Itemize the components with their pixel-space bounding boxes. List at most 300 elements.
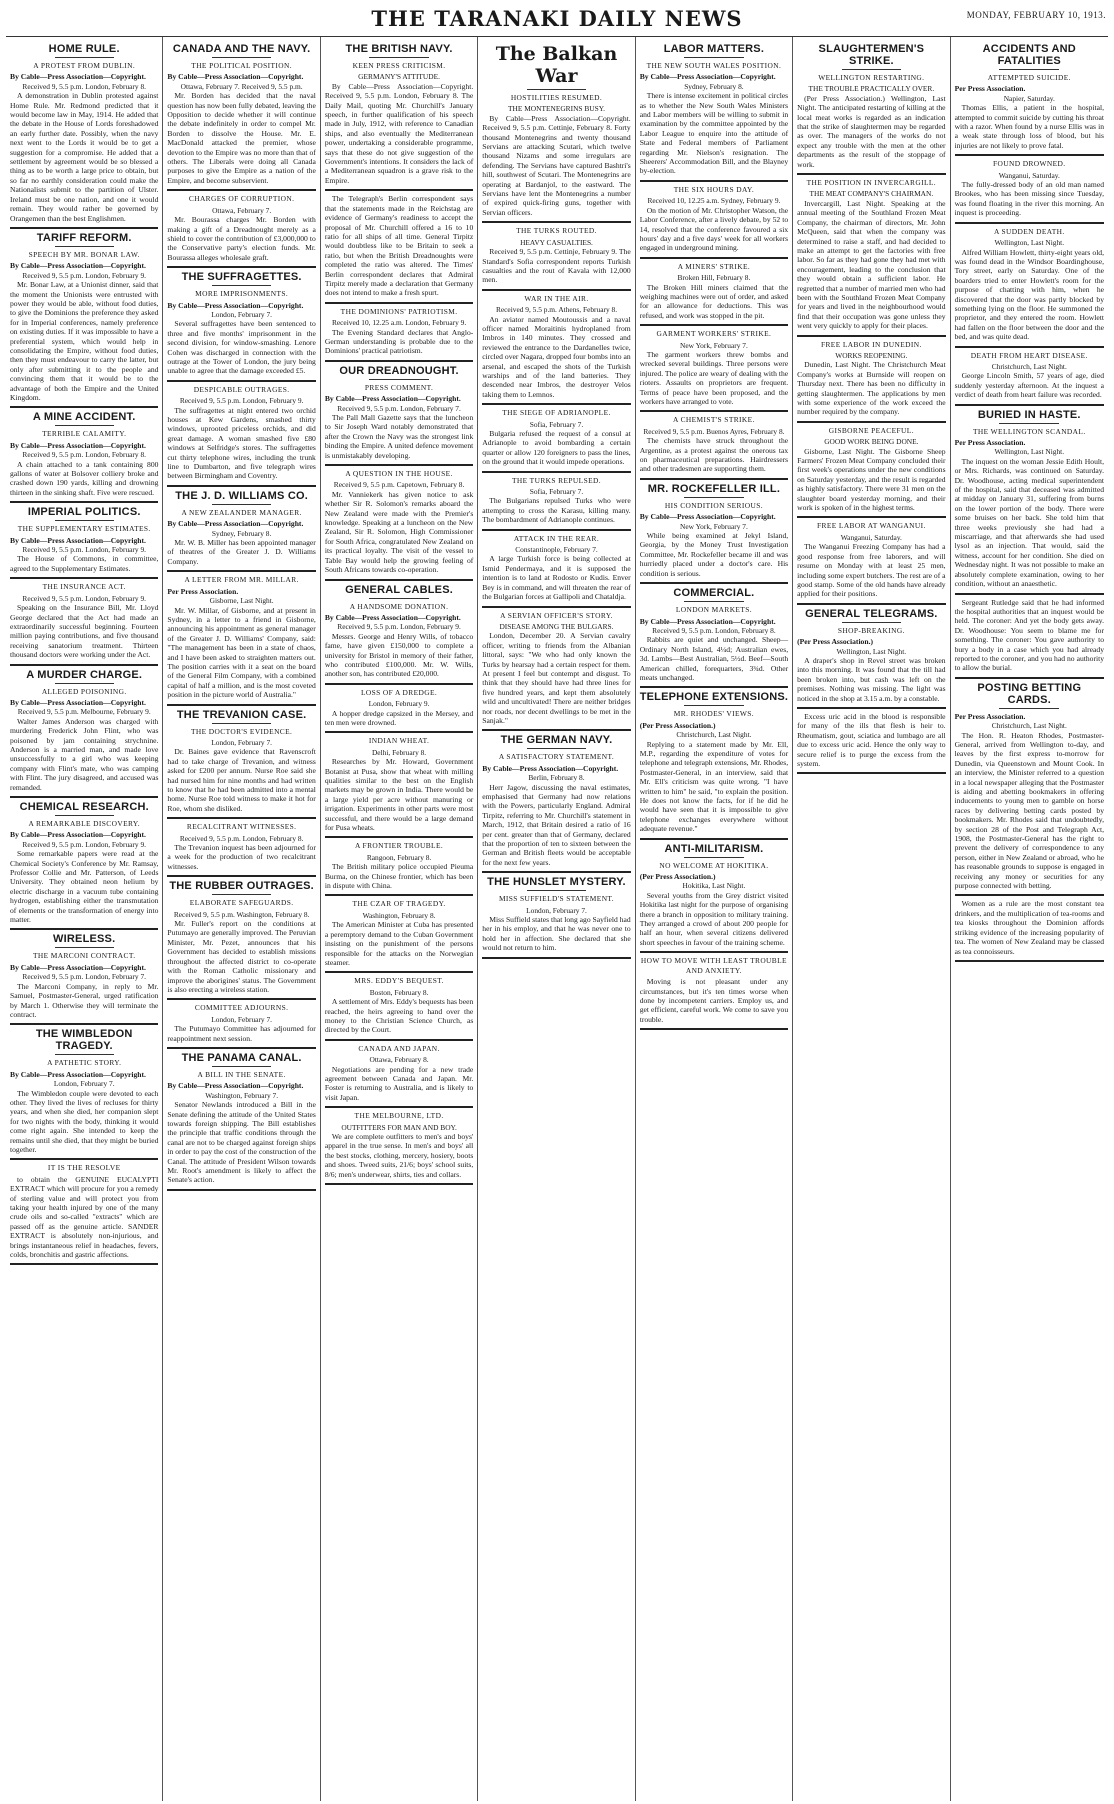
article-dateline: London, February 7. [211,309,273,319]
article [325,841,473,890]
article [482,43,630,217]
article-subheading: THE NEW SOUTH WALES POSITION. [646,61,782,70]
article [482,534,630,602]
article-body: Dunedin, Last Night. The Christchurch Meat Company's works at Burnside will reopen on Thursday next. There has been no difficulty in getting slaughtermen. The applications by men with some experience of the work exceed the number required by the company. [797,360,946,417]
article-credit: Per Press Association. [954,711,1026,721]
article-body: Received 9, 5.5 p.m. Cettinje, February 9. The Standard's Sofia correspondent reports Turkish casualties and the rout of Kavala with 12,000 men. [482,247,631,285]
article-dateline: Received 9, 5.5 p.m. London, February 8. [22,81,146,91]
article-credit: By Cable—Press Association—Copyright. [482,763,619,773]
article-subheading: A NEW ZEALANDER MANAGER. [181,507,302,517]
article-dateline: London, February 7. [526,905,587,915]
article-body: A large Turkish force is being collected at Ismid Pendermaya, and it is supposed the intention is to land at Rodosto or Kudis. Enver Bey is in command, and will threaten the rear of the Bulgarian forces at Gallipoli and Chataldja. [482,554,631,602]
article-dateline: Rangoon, February 8. [366,852,432,862]
article-subheading: THE DOMINIONS' PATRIOTISM. [340,306,458,316]
article-dateline: Wanganui, Saturday. [840,532,902,542]
article [482,734,630,867]
article-body: The inquest on the woman Jessie Edith Hoult, or Mrs. Richards, was continued on Saturday. Dr. Woodhouse, acting medical superintendent of the hospital, said that deceased was admitted at midday on January 31, suffering from burns on the lower portion of the body. There were some bruises on her back. She told him that three weeks previously she had had a miscarriage, and that afterwards she had used lysol as an injection. That would, said the witness, account for her condition. She died on Wednesday night. It was not possible to make an absolutely complete examination, owing to her condition, without an anaesthetic. [954,456,1104,589]
article-body: The Wanganui Freezing Company has had a good response from free laborers, and will resume on Monday with at least 25 men, including some expert butchers. The rest are of a good stamp. Some of the old hands have already applied for their positions. [797,542,946,599]
article-credit: By Cable—Press Association—Copyright. [10,535,146,545]
article-body: Excess uric acid in the blood is responsible for many of the ills that flesh is heir to. Rheumatism, gout, sciatica and lumbago are all due to excess uric acid. Hence the only way to secure relief is to purge the excess from the system. [797,711,946,768]
article [10,1028,158,1154]
article [167,880,315,994]
article-headline: ANTI-MILITARISM. [664,842,764,855]
article-separator [325,360,473,362]
article-separator [482,529,630,531]
article-body: Mr. Vanniekerk has given notice to ask whether Sir R. Solomon's remarks aboard the New Zealand were made with the Premier's knowledge. Speaking at a luncheon on the New Zealand, Sir R. Solomon, High Commissioner for South Africa, congratulated New Zealand on its practical loyalty. The visit of the vessel to Table Bay would help the growing feeling of South Africans towards co-operation. [324,489,474,575]
article-separator [325,894,473,896]
article-dateline: Received 9, 5.5 p.m. London, February 9. [337,622,461,632]
article-credit: By Cable—Press Association—Copyright. [10,440,146,450]
article-credit: Per Press Association. [954,438,1026,447]
article [167,1052,315,1185]
article-subheading: THE SIX HOURS DAY. [673,184,755,194]
article-body: Senator Newlands introduced a Bill in the Senate defining the attitude of the United States towards foreign shipping. The Bill establishes the principle that traffic conditions through the canal are not to be charged against foreign ships in order to pay the cost of the construction of the Canal. The attitude of President Wilson towards Mr. Root's amendment is likely to affect the Senate's action. [167,1100,316,1185]
issue-date: MONDAY, FEBRUARY 10, 1913. [966,10,1106,20]
article-separator [482,221,630,223]
article-body: Thomas Ellis, a patient in the hospital, attempted to commit suicide by cutting his throat with a razor. When found by a nurse Ellis was in a weak state through loss of blood, but his injuries are not likely to prove fatal. [954,103,1104,150]
article-headline: A MURDER CHARGE. [26,668,143,681]
article [10,43,158,223]
article-subheading: A CHEMIST'S STRIKE. [673,415,755,425]
article-separator [955,677,1104,679]
article [167,43,315,185]
article-credit: By Cable—Press Association—Copyright. [167,300,304,310]
article-body: Rabbits are quiet and unchanged. Sheep—Ordinary North Island, 4¼d; Australian ewes, 3d. Lambs—Best Australian, 5½d. Beef—South American chilled, forequarters, 3¾d. Other meats unchanged. [639,635,789,682]
article-dateline: Received 9, 5.5 p.m. London, February 9. [22,839,146,849]
article-dateline: Sydney, February 8. [684,81,744,91]
article [167,709,315,814]
headline-rule [684,857,743,858]
article-separator [10,227,158,229]
article-subheading: THE TURKS ROUTED. [516,226,597,236]
article-subheading: ELABORATE SAFEGUARDS. [189,898,294,908]
article-body: Herr Jagow, discussing the naval estimates, emphasised that Germany had now relations with the Powers, particularly England. Admiral Tirpitz, referring to Mr. Churchill's statement in March, 1912, that Britain desired a ratio of 16 per cent. greater than that of Germany, declared that the proportion of ten to sixteen between the German and British fleets would be acceptable for the next few years. [482,782,631,867]
article [482,876,630,952]
headline-rule [684,497,743,498]
article-separator [482,289,630,291]
article-body: Speaking on the Insurance Bill, Mr. Lloyd George declared that the Act had made an extraordinarily successful beginning. Fourteen million paying contributions, and five thousand receiving sanatorium treatment. Thirteen thousand doctors were working under the Act. [10,603,159,660]
article-subheading: CANADA AND JAPAN. [358,1043,440,1053]
headline-rule [55,683,114,684]
article-separator [797,707,945,709]
article-dateline: Wanganui, Saturday. [998,170,1060,180]
article-subheading: WELLINGTON RESTARTING. [818,73,925,82]
article-body: Bulgaria refused the request of a consul at Adrianople to avoid bombarding a certain quarter or allow 120 foreigners to pass the lines, on the ground that it would impede operations. [482,429,631,467]
article [640,329,788,406]
article-dateline: Broken Hill, February 8. [677,273,751,283]
article-credit: By Cable—Press Association—Copyright. [10,72,146,82]
article-body: Mr. Borden has decided that the naval question has now been fully debated, leaving the Opposition to decide whether it will continue the debate indefinitely in order to compel Mr. Borden to dissolve the House. Mr. E. MacDonald attacked the premier, whose devotion to the Empire was no more than that of others. The Liberals were doing all Canada purposes to give the Empire as a nation of the Empire, and become subservient. [167,91,316,185]
newspaper-column-5 [636,37,793,1801]
article-body: Messrs. George and Henry Wills, of tobacco fame, have given £150,000 to complete a university for Bristol in memory of their father, who contributed £100,000. Mr. W. Wills, another son, has contributed £20,000. [324,631,474,679]
article-subheading: A REMARKABLE DISCOVERY. [28,819,140,828]
article-subheading: A LETTER FROM MR. MILLAR. [184,575,299,585]
article-subheading: FREE LABOR AT WANGANUI. [816,521,926,531]
article-separator [955,894,1104,896]
article-body: Dr. Baines gave evidence that Ravenscroft had to take charge of Trevanion, and witness asked for £200 per annum. Nurse Roe said she had nursed him for nine months and had written to know that he had been admitted into a mental home. Nurse Roe told witness to make it hot for Roe, whom she disliked. [167,747,316,813]
newspaper-column-3 [321,37,478,1801]
article-credit: By Cable—Press Association—Copyright. [10,830,146,840]
article [167,822,315,871]
article [10,1163,158,1259]
article-separator [167,380,315,382]
article-credit: Per Press Association. [167,586,239,596]
article-headline: THE RUBBER OUTRAGES. [169,880,314,893]
headline-rule [55,815,114,816]
article-dateline: OUTFITTERS FOR MAN AND BOY. [341,1122,457,1132]
headline-rule [527,890,586,891]
article [640,587,788,682]
headline-rule [55,425,114,426]
headline-rule [999,69,1059,70]
article-headline: COMMERCIAL. [673,587,755,600]
article-headline: THE BRITISH NAVY. [345,43,453,55]
article [797,43,945,169]
article-body: Mr. Fuller's report on the conditions at Putumayo are generally improved. The Peruvian Minister, Mr. Pezet, announces that his Government has decided to establish missions throughout the affected district to co-operate with the Roman Catholic missionary and improve the aborigines' status. The Government is also erecting a wireless station. [167,919,316,994]
article-headline: A MINE ACCIDENT. [32,411,136,424]
article [325,1044,473,1102]
article-headline: MR. ROCKEFELLER ILL. [647,482,781,495]
article-subheading: A SERVIAN OFFICER'S STORY. [500,610,613,620]
article-separator [167,1047,315,1049]
article-subheading: CHARGES OF CORRUPTION. [188,194,295,204]
article-body: By Cable—Press Association—Copyright. Received 9, 5.5 p.m. London, February 8. The Daily Mail, quoting Mr. Churchill's January speech, in further qualification of his speech made in July, 1912, with reference to Canadian ships, and also eventually the Mediterranean power, undertaking a considerable programme, says that these do not give suggestion of the Government's intentions. It considers the lack of a Mediterranean squadron is a grave risk to the Empire. [324,81,474,185]
article-body: Moving is not pleasant under any circumstances, but it's ten times worse when done by incompetent carriers. Employ us, and get efficient, careful work. We come to save you trouble. [639,977,789,1024]
article-separator [167,189,315,191]
headline-rule [369,379,428,380]
article-headline: CANADA AND THE NAVY. [172,43,311,55]
article-credit: (Per Press Association.) [797,637,873,647]
article-headline: THE WIMBLEDON TRAGEDY. [35,1028,133,1053]
article-dateline: Hokitika, Last Night. [682,881,746,891]
article-body: Invercargill, Last Night. Speaking at the annual meeting of the Southland Frozen Meat Company, the chairman of directors, Mr. John McQueen, said that when the company was determined to raise a staff, and had decided to make an attempt to get the factories with free labor. So far as they had gone they had met with encouragement, leading to the conclusion that they would obtain a sufficient labor. He regretted that a number of married men who had been with the Southland Frozen Meat Company for years and lived in the neighbourhood would find that their occupation was gone unless they went very quickly to apply for their places. [797,198,946,331]
article-dateline: London, February 7. [211,737,273,747]
article-dateline: Received 10, 12.25 a.m. Sydney, February 9. [647,196,781,206]
article-subheading: KEEN PRESS CRITICISM. [352,61,446,70]
article-separator [955,222,1104,224]
article-separator [640,838,788,840]
article-dateline: Boston, February 8. [369,987,429,997]
article [325,469,473,574]
headline-rule [684,57,743,58]
article-dateline: Delhi, February 8. [371,747,427,757]
article-separator [955,593,1104,595]
article [10,669,158,792]
article-dateline: Received 9, 5.5 p.m. Buenos Ayres, February 8. [643,426,785,436]
headline-rule [55,246,114,247]
article-dateline: GERMANY'S ATTITUDE. [358,72,440,82]
article-credit: By Cable—Press Association—Copyright. [639,616,776,626]
article-dateline: Received 10, 12.25 a.m. London, February 9. [331,318,467,328]
article-credit: Per Press Association. [954,84,1026,94]
article-subheading: MRS. EDDY'S BEQUEST. [354,976,444,986]
article-subheading: A FRONTIER TROUBLE. [354,841,444,851]
article-dateline: Ottawa, February 8. [369,1055,429,1065]
article-dateline: Wellington, Last Night. [994,238,1065,248]
article [797,712,945,768]
article-separator [482,729,630,731]
article-body: Walter James Anderson was charged with murdering Frederick John Flint, who was poisoned by jam containing strychnine. Anderson is a married man, and made love unsuccessfully to a girl who was keeping company with Flint's mate, who was camping with Flint. The jury disagreed, and accused was remanded. [10,716,159,792]
article [640,483,788,578]
article [640,691,788,833]
article [797,521,945,598]
newspaper-column-4 [478,37,635,1801]
article-subheading: THE SIEGE OF ADRIANOPLE. [502,408,611,418]
article-separator [797,421,945,423]
masthead [0,0,1114,38]
headline-rule [212,894,271,895]
article-credit: By Cable—Press Association—Copyright. [324,394,461,404]
headline-rule [684,705,743,706]
article-credit: By Cable—Press Association—Copyright. [639,72,776,82]
headline-rule [999,708,1059,709]
headline-rule [212,1066,271,1067]
article-separator [640,1028,788,1030]
article-headline: POSTING BETTING CARDS. [977,681,1082,706]
article-body: Several suffragettes have been sentenced to three and five months' imprisonment in the second division, for window-smashing. Lenore Cohen was discharged in connection with the outrage at the Tower of London, the jury being unable to agree that the damage exceeded £5. [167,319,316,376]
article-dateline: Washington, February 7. [205,1090,279,1100]
article [167,575,315,699]
article-credit: By Cable—Press Association—Copyright. [10,697,146,707]
article-separator [797,772,945,774]
article-dateline: Received 9, 5.5 p.m. Capetown, February 8. [333,480,465,490]
article-body: Alfred William Howlett, thirty-eight years old, was found dead in the Windsor Boardinghouse, Tory street, early on Saturday. One of the boarders tried to enter Howlett's room for the purpose of chatting with him, when he discovered that the door was partly blocked by something lying on the floor. He summoned the proprietor, and they entered the room. Howlett had fallen on the floor between the door and the bed, and was quite dead. [954,247,1104,342]
headline-rule [684,601,743,602]
article-dateline: London, February 7. [53,1079,115,1089]
article-subheading: THE INSURANCE ACT. [42,582,126,592]
article-headline: CHEMICAL RESEARCH. [19,801,149,813]
article-subheading: A MINERS' STRIKE. [677,261,751,271]
article [797,178,945,331]
article [797,608,945,703]
article-subheading: THE CZAR OF TRAGEDY. [352,899,446,909]
article-separator [640,582,788,584]
article-dateline: Washington, February 8. [362,910,436,920]
article-credit: By Cable—Press Association—Copyright. [10,1069,146,1079]
article-body: to obtain the GENUINE EUCALYPTI EXTRACT which will procure for you a remedy of sterling value and will protect you from taking your health injured by one of the many crude oils and so-called "extracts" which are passed off as the genuine article. SANDER EXTRACT is absolutely non-injurious, and brings instantaneous relief in headaches, fevers, colds, bronchitis and gastric affections. [10,1174,159,1260]
article-dateline: Received 9, 5.5 p.m. London, February 7. [22,972,146,982]
article [325,365,473,460]
article-subheading: SHOP-BREAKING. [837,625,905,635]
article-subheading: THE MELBOURNE, LTD. [354,1111,444,1121]
article-body: Some remarkable papers were read at the Chemical Society's Conference by Mr. Ramsay, Professor Collie and Mr. Patterson, of Leeds University. They obtained neon helium by electric discharge in a vacuum tube containing hydrogen, establishing either the transmutation of elements or the transformation of energy into matter. [10,849,159,925]
article [325,584,473,679]
article-subheading: A HANDSOME DONATION. [349,601,449,611]
article-separator [325,1183,473,1185]
article-subheading: MORE IMPRISONMENTS. [195,289,289,299]
article-separator [325,731,473,733]
article-credit: By Cable—Press Association—Copyright. [10,261,146,271]
article [955,598,1104,673]
headline-rule [55,57,114,58]
article-dateline: Received 9, 5.5 p.m. London, February 9. [22,270,146,280]
article-headline: HOME RULE. [48,43,120,55]
article-subheading: FREE LABOR IN DUNEDIN. [820,339,922,349]
article-dateline: Berlin, February 8. [528,773,585,783]
article-body: Sergeant Rutledge said that he had informed the hospital authorities that an inquest would be held. The coroner: And yet the body gets away. Dr. Woodhouse: You seem to blame me for something. The coroner: You gave authority to bury a body in a case which you had already reported to the coroner, and you had no authority to allow the burial. [954,597,1104,673]
headline-rule [842,622,901,623]
article-dateline: Received 9, 5.5 p.m. London, February 9. [22,593,146,603]
article-body: The Telegraph's Berlin correspondent says that the statements made in the Reichstag are evidence of Germany's readiness to accept the proposal of Mr. Churchill offered a 16 to 10 ratio for all ships of all time. General Tirpitz would doubtless like to be Britain to seek a ratio, but when the British Dreadnoughts were completed the ratio was altered. The Times' Berlin correspondent declares that Admiral Tirpitz merely made a declaration that Germany does not intend to make a fresh spurt. [324,194,474,298]
article-credit: (Per Press Association.) [639,872,716,882]
article-separator [482,957,630,959]
article-body: The Broken Hill miners claimed that the weighing machines were out of order, and asked for an allowance for deductions. This was refused, and work was stopped in the pit. [639,282,789,320]
article-subheading: HOSTILITIES RESUMED. [510,93,603,102]
article-body: The British military police occupied Pieuma Burma, on the Chinese frontier, which has been in dispute with China. [324,862,474,891]
article-body: While being examined at Jekyl Island, Georgia, by the Money Trust Investigation Committee, Mr. Rockefeller became ill and was hurriedly placed under a doctor's care. His condition is serious. [639,531,789,578]
article-body: The American Minister at Cuba has presented a peremptory demand to the Cuban Government insisting on the punishment of the persons responsible for the attacks on the Norwegian steamer. [324,920,474,967]
article-dateline: Sofia, February 7. [529,419,584,429]
headline-rule [369,598,428,599]
article-dateline: Constantinople, February 7. [515,545,598,555]
article-dateline: THE TROUBLE PRACTICALLY OVER. [808,84,935,94]
article [482,476,630,525]
article [797,340,945,417]
article-dateline: Received 9, 5.5 p.m. Melbourne, February 9. [17,707,151,717]
article-separator [325,189,473,191]
article-body: By Cable—Press Association—Copyright. Received 9, 5.5 p.m. Cettinje, February 8. Forty thousand Montenegrins and twenty thousand Servians are attacking Scutari, which twelve thousand Nizams and some irregulars are defending. The Servians have captured Bashtri's hill, southwest of Scutari. The Montenegrins are operating at Bardanjol, to the eastward. The Servians have lent the Montenegrins a number of expired quick-firing guns, together with Servian officers. [482,113,631,217]
article-dateline: HEAVY CASUALTIES. [520,237,593,247]
article-body: George Lincoln Smith, 57 years of age, died suddenly yesterday afternoon. At the inquest a verdict of death from heart failure was recorded. [954,371,1104,400]
article-separator [10,1158,158,1160]
article-separator [482,606,630,608]
article-subheading: COMMITTEE ADJOURNS. [194,1003,289,1013]
article [325,43,473,185]
article-separator [640,686,788,688]
article-body: The House of Commons, in committee, agreed to the Supplementary Estimates. [10,554,159,573]
article-body: Researches by Mr. Howard, Government Botanist at Pusa, show that wheat with milling qualities similar to the best on the English markets may be grown in India. There would be a large yield per acre without manuring or irrigation. Experiments in other parts were most successful, and there would be a large demand for Pusa wheats. [324,757,474,833]
article-subheading: HOW TO MOVE WITH LEAST TROUBLE AND ANXIETY. [640,956,787,975]
article-dateline: New York, February 7. [680,521,748,531]
article-subheading: LOSS OF A DREDGE. [360,687,438,697]
article [640,956,788,1024]
article-body: Mr. Bourassa charges Mr. Borden with making a gift of a Dreadnought merely as a shield to cover the contribution of £3,000,000 to the Conservative party's election funds. Mr. Bourassa alleges wholesale graft. [167,215,316,262]
article-dateline: London, February 9. [368,699,430,709]
article-body: A draper's shop in Revel street was broken into this morning. It was found that the till had been broken into, but cash was left on the premises. Nothing was missing. The light was noticed in the shop at 3.15 a.m. by a constable. [797,655,946,703]
article-body: The garment workers threw bombs and wrecked several buildings. Three persons were injured. The police are weary of dealing with the rioters. Assaults on proprietors are frequent. Terms of peace have been proposed, and the workers have arranged to vote. [639,349,789,406]
article-subheading: HIS CONDITION SERIOUS. [664,500,763,510]
headline-rule [212,57,271,58]
article-body: A hopper dredge capsized in the Mersey, and ten men were drowned. [324,708,474,727]
article-dateline: Ottawa, February 7. Received 9, 5.5 p.m. [180,81,303,91]
article [797,426,945,513]
article-body: Gisborne, Last Night. The Gisborne Sheep Farmers' Frozen Meat Company concluded their first week's operations under the new conditions on Saturday yesterday, and the result is regarded as highly satisfactory. There were 31 men on the slaughter board yesterday morning, and their work is spoken of in the highest terms. [797,446,946,513]
article-dateline: Christchurch, Last Night. [991,361,1067,371]
article-body: Mr. W. B. Miller has been appointed manager of theatres of the Greater J. D. Williams Company. [167,538,316,566]
article-separator [325,1039,473,1041]
article [482,611,630,726]
article-dateline: Received 9, 5.5 p.m. London, February 9. [22,545,146,555]
headline-rule [842,69,901,70]
article-subheading: A BILL IN THE SENATE. [197,1069,286,1079]
article-separator [325,836,473,838]
article-body: An aviator named Moutoussis and a naval officer named Moraitinis hydroplaned from Imbros in 140 minutes. They crossed and reviewed the entrance to the Dardanelles twice, circled over Nagara, dropped four bombs into an arsenal, and escaped the shots of the Turkish warships and of the land batteries. They descended near Imbros, the destroyer Velos taking them to Lemnos. [482,314,631,399]
article-body: The suffragettes at night entered two orchid houses at Kew Gardens, smashed thirty windows, uprooted priceless orchids, and did great damage. A woman smashed five £80 windows at Selfridge's stores. The suffragettes cut thirty telephone wires, including the trunk line to Dumbarton, and five telegraph wires between Birmingham and Coventry. [167,405,316,481]
article-headline: IMPERIAL POLITICS. [27,506,141,519]
article-headline: LABOR MATTERS. [663,43,765,55]
article-separator [955,404,1104,406]
article-separator [325,971,473,973]
article [325,194,473,297]
headline-rule [527,748,586,749]
newspaper-column-2 [163,37,320,1801]
article-body: The Evening Standard declares that Anglo-German understanding is probable due to the Dominions' practical patriotism. [324,327,474,356]
article-body: The Hon. R. Heaton Rhodes, Postmaster-General, arrived from Wellington to-day, and leaves by the first express to-morrow for Dunedin, via Queenstown and Mount Cook. In an interview, the Minister referred to a question in a local newspaper alleging that the Postmaster is aiding and abetting bookmakers in offering inducements to young men to gamble on horse races by delivering betting cards posted by bookmakers. Mr. Rhodes said that undoubtedly, by section 28 of the Post and Telegraph Act, 1908, the Postmaster-General has the right to prevent the delivery of correspondence to any person, either in New Zealand or abroad, who he has reasonable grounds to suppose is engaged in receiving any money or securities for any purpose connected with betting. [954,730,1104,891]
article-separator [797,603,945,605]
article-credit: By Cable—Press Association—Copyright. [167,519,304,529]
article-credit: By Cable—Press Association—Copyright. [324,612,461,622]
article-subheading: SPEECH BY MR. BONAR LAW. [28,249,140,259]
article-headline: GENERAL TELEGRAMS. [805,607,938,620]
article-headline: GENERAL CABLES. [345,583,454,596]
article-headline: ACCIDENTS AND FATALITIES [982,43,1076,67]
article [10,933,158,1019]
newspaper-column-1 [6,37,163,1801]
article [167,385,315,481]
article [955,409,1104,589]
article-subheading: A PATHETIC STORY. [47,1058,122,1068]
article-separator [640,410,788,412]
article-body: Miss Suffield states that long ago Sayfield had her in his employ, and that he was never one to hold her in affection. She declared that she would not return to him. [482,915,631,953]
article-credit: (Per Press Association.) [639,720,716,730]
article-body: The fully-dressed body of an old man named Brookes, who has been missing since Tuesday, was found floating in the river this morning. An inquest is proceeding. [954,180,1104,218]
article-subheading: GISBORNE PEACEFUL. [828,425,914,435]
article-headline: SLAUGHTERMEN'S STRIKE. [818,43,925,67]
article-body: We are complete outfitters to men's and boys' apparel in the true sense. In men's and boys' all the best stocks, clothing, mercery, hosiery, boots and shoes. Tweed suits, 21/6; boys' school suits, 8/6; men's underwear, shirts, ties and collars. [324,1132,474,1179]
article-dateline: Christchurch, Last Night. [676,730,752,740]
article-dateline: Wellington, Last Night. [836,646,907,656]
article-headline: THE GERMAN NAVY. [500,734,613,747]
article [955,43,1104,150]
article-subheading: A SATISFACTORY STATEMENT. [498,752,615,762]
article-subheading: THE WELLINGTON SCANDAL. [972,426,1086,436]
article-credit: By Cable—Press Association—Copyright. [167,1081,304,1091]
article-dateline: London, February 7. [211,1014,273,1024]
article-separator [167,817,315,819]
article-dateline: WORKS REOPENING. [835,350,908,360]
article-subheading: IT IS THE RESOLVE [47,1163,121,1173]
article-dateline: Received 9, 5.5 p.m. Athens, February 8. [495,305,618,315]
article-separator [167,998,315,1000]
article-body: London, December 20. A Servian cavalry officer, writing to friends from the Albanian littoral, says: "We who had only known the Turks by hearsay had a certain respect for them. At present I feel but contempt and disgust. To think that they should have had three lines for five hundred years, and kept them absolutely wild and uncultivated! There are neither bridges nor roads, nor decent dwellings to be met in the Sanjak." [482,631,631,725]
article-separator [167,570,315,572]
article-dateline: Received 9, 5.5 p.m. London, February 8. [22,450,146,460]
article [955,159,1104,217]
article-dateline: Received 9, 5.5 p.m. London, February 8. [179,833,304,843]
article-body: The Trevanion inquest has been adjourned for a week for the production of two recalcitrant witnesses. [167,843,316,871]
article [640,415,788,473]
article-separator [797,516,945,518]
article-dateline: Sofia, February 7. [529,487,584,497]
article [955,351,1104,400]
article [325,688,473,728]
headline-rule [212,504,271,505]
headline-rule [55,1054,114,1055]
article [10,506,158,573]
article-body: A demonstration in Dublin protested against Home Rule. Mr. Redmond predicted that it would become law in May, 1914. He added that the debate in the House of Lords foreshadowed an early further date. Possibly, when the navy next went to the Lords it would be to get a suggestion for a compromise. He added that a settlement by agreement would be so blessed a thing as to be worth a large price to obtain, but so far no earthly consideration could make the Nationalists submit to the partition of Ulster. Ireland must be one nation, and one it would remain. They would rather be governed by Orangemen than the best Englishmen. [10,91,159,223]
article-headline: The Balkan War [495,43,618,87]
article-body: A chain attached to a tank containing 800 gallons of water at Bolsover colliery broke and crashed down 190 yards, killing and drowning thirteen in the sinking shaft. Five were rescued. [10,459,159,497]
headline-rule [212,723,271,724]
article-body: The Marconi Company, in reply to Mr. Samuel, Postmaster-General, urged ratification by March 1. Otherwise they will terminate the contract. [10,981,159,1019]
article-subheading: ALLEGED POISONING. [41,686,127,696]
headline-rule [999,423,1059,424]
article-body: The Bulgarians repulsed Turks who were attempting to cross the Karasu, killing many. The bombardment of Adrianople continues. [482,496,631,525]
article-dateline: New York, February 7. [680,340,748,350]
article-separator [640,180,788,182]
article-separator [167,266,315,268]
article-body: The Putumayo Committee has adjourned for reappointment next session. [167,1024,316,1043]
